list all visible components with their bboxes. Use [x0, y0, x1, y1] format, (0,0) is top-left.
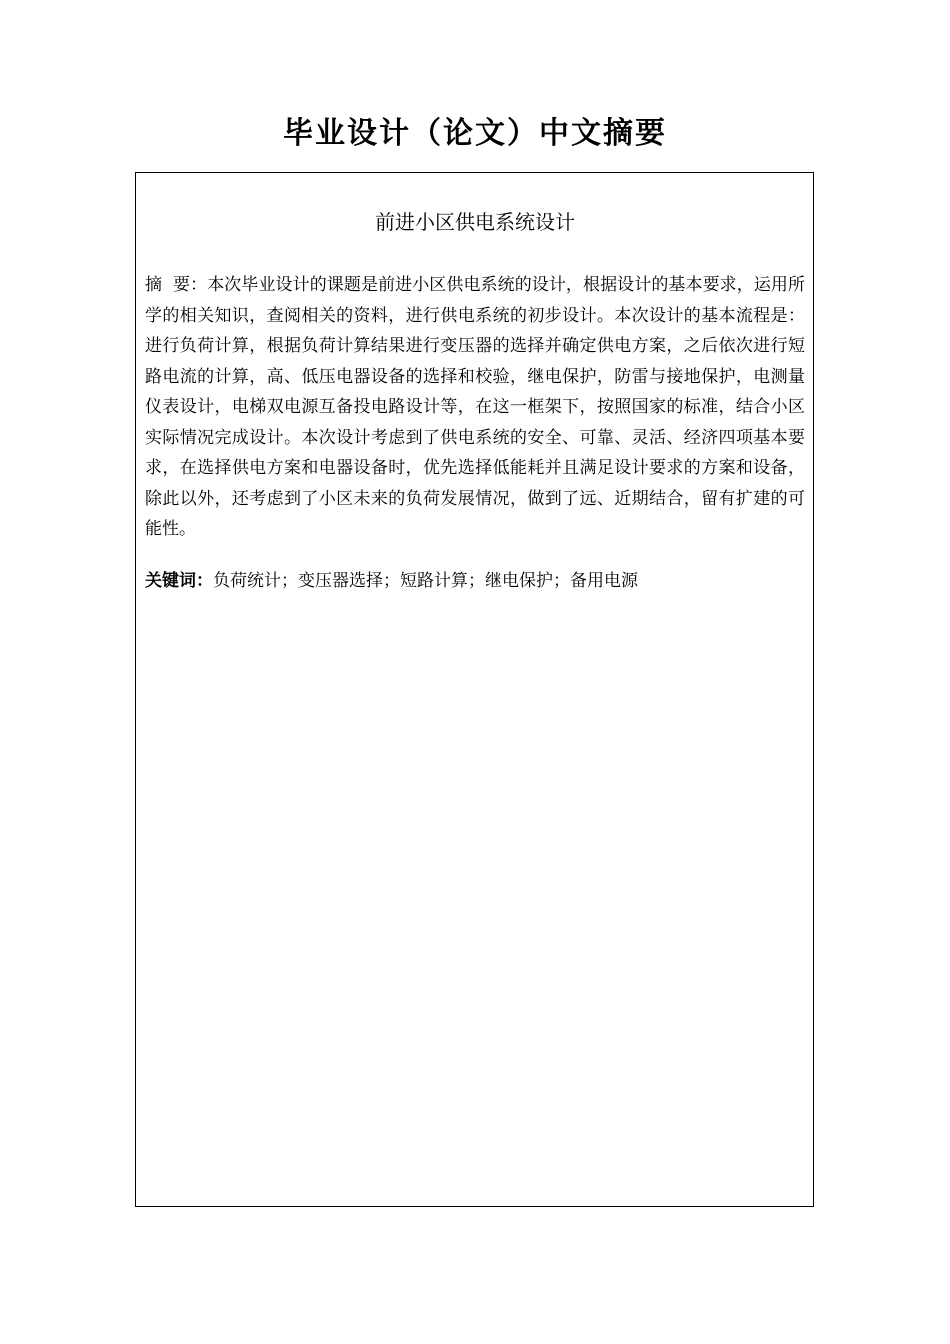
keywords-text: 负荷统计；变压器选择；短路计算；继电保护；备用电源 [213, 571, 638, 591]
abstract-paragraph [145, 270, 805, 545]
thesis-title: 前进小区供电系统设计 [375, 210, 575, 234]
abstract-text: 本次毕业设计的课题是前进小区供电系统的设计，根据设计的基本要求，运用所学的相关知识，查阅相关的资料，进行供电系统的初步设计。本次设计的基本流程是：进行负荷计算，根据负荷计算结果进行变压器的选择并确定供电方案，之后依次进行短路电流的计算，高、低压电器设备的选择和校验，继电保护，防雷与接地保护，电测量仪表设计，电梯双电源互备投电路设计等，在这一框架下，按照国家的标准，结合小区实际情况完成设计。本次设计考虑到了供电系统的安全、可靠、灵活、经济四项基本要求，在选择供电方案和电器设备时，优先选择低能耗并且满足设计要求的方案和设备，除此以外，还考虑到了小区未来的负荷发展情况，做到了远、近期结合，留有扩建的可能性。 [145, 275, 805, 539]
abstract-label: 摘 要： [145, 275, 208, 295]
page-title: 毕业设计（论文）中文摘要 [283, 116, 667, 151]
keywords-label: 关键词： [145, 571, 213, 591]
keywords-line [145, 566, 805, 596]
